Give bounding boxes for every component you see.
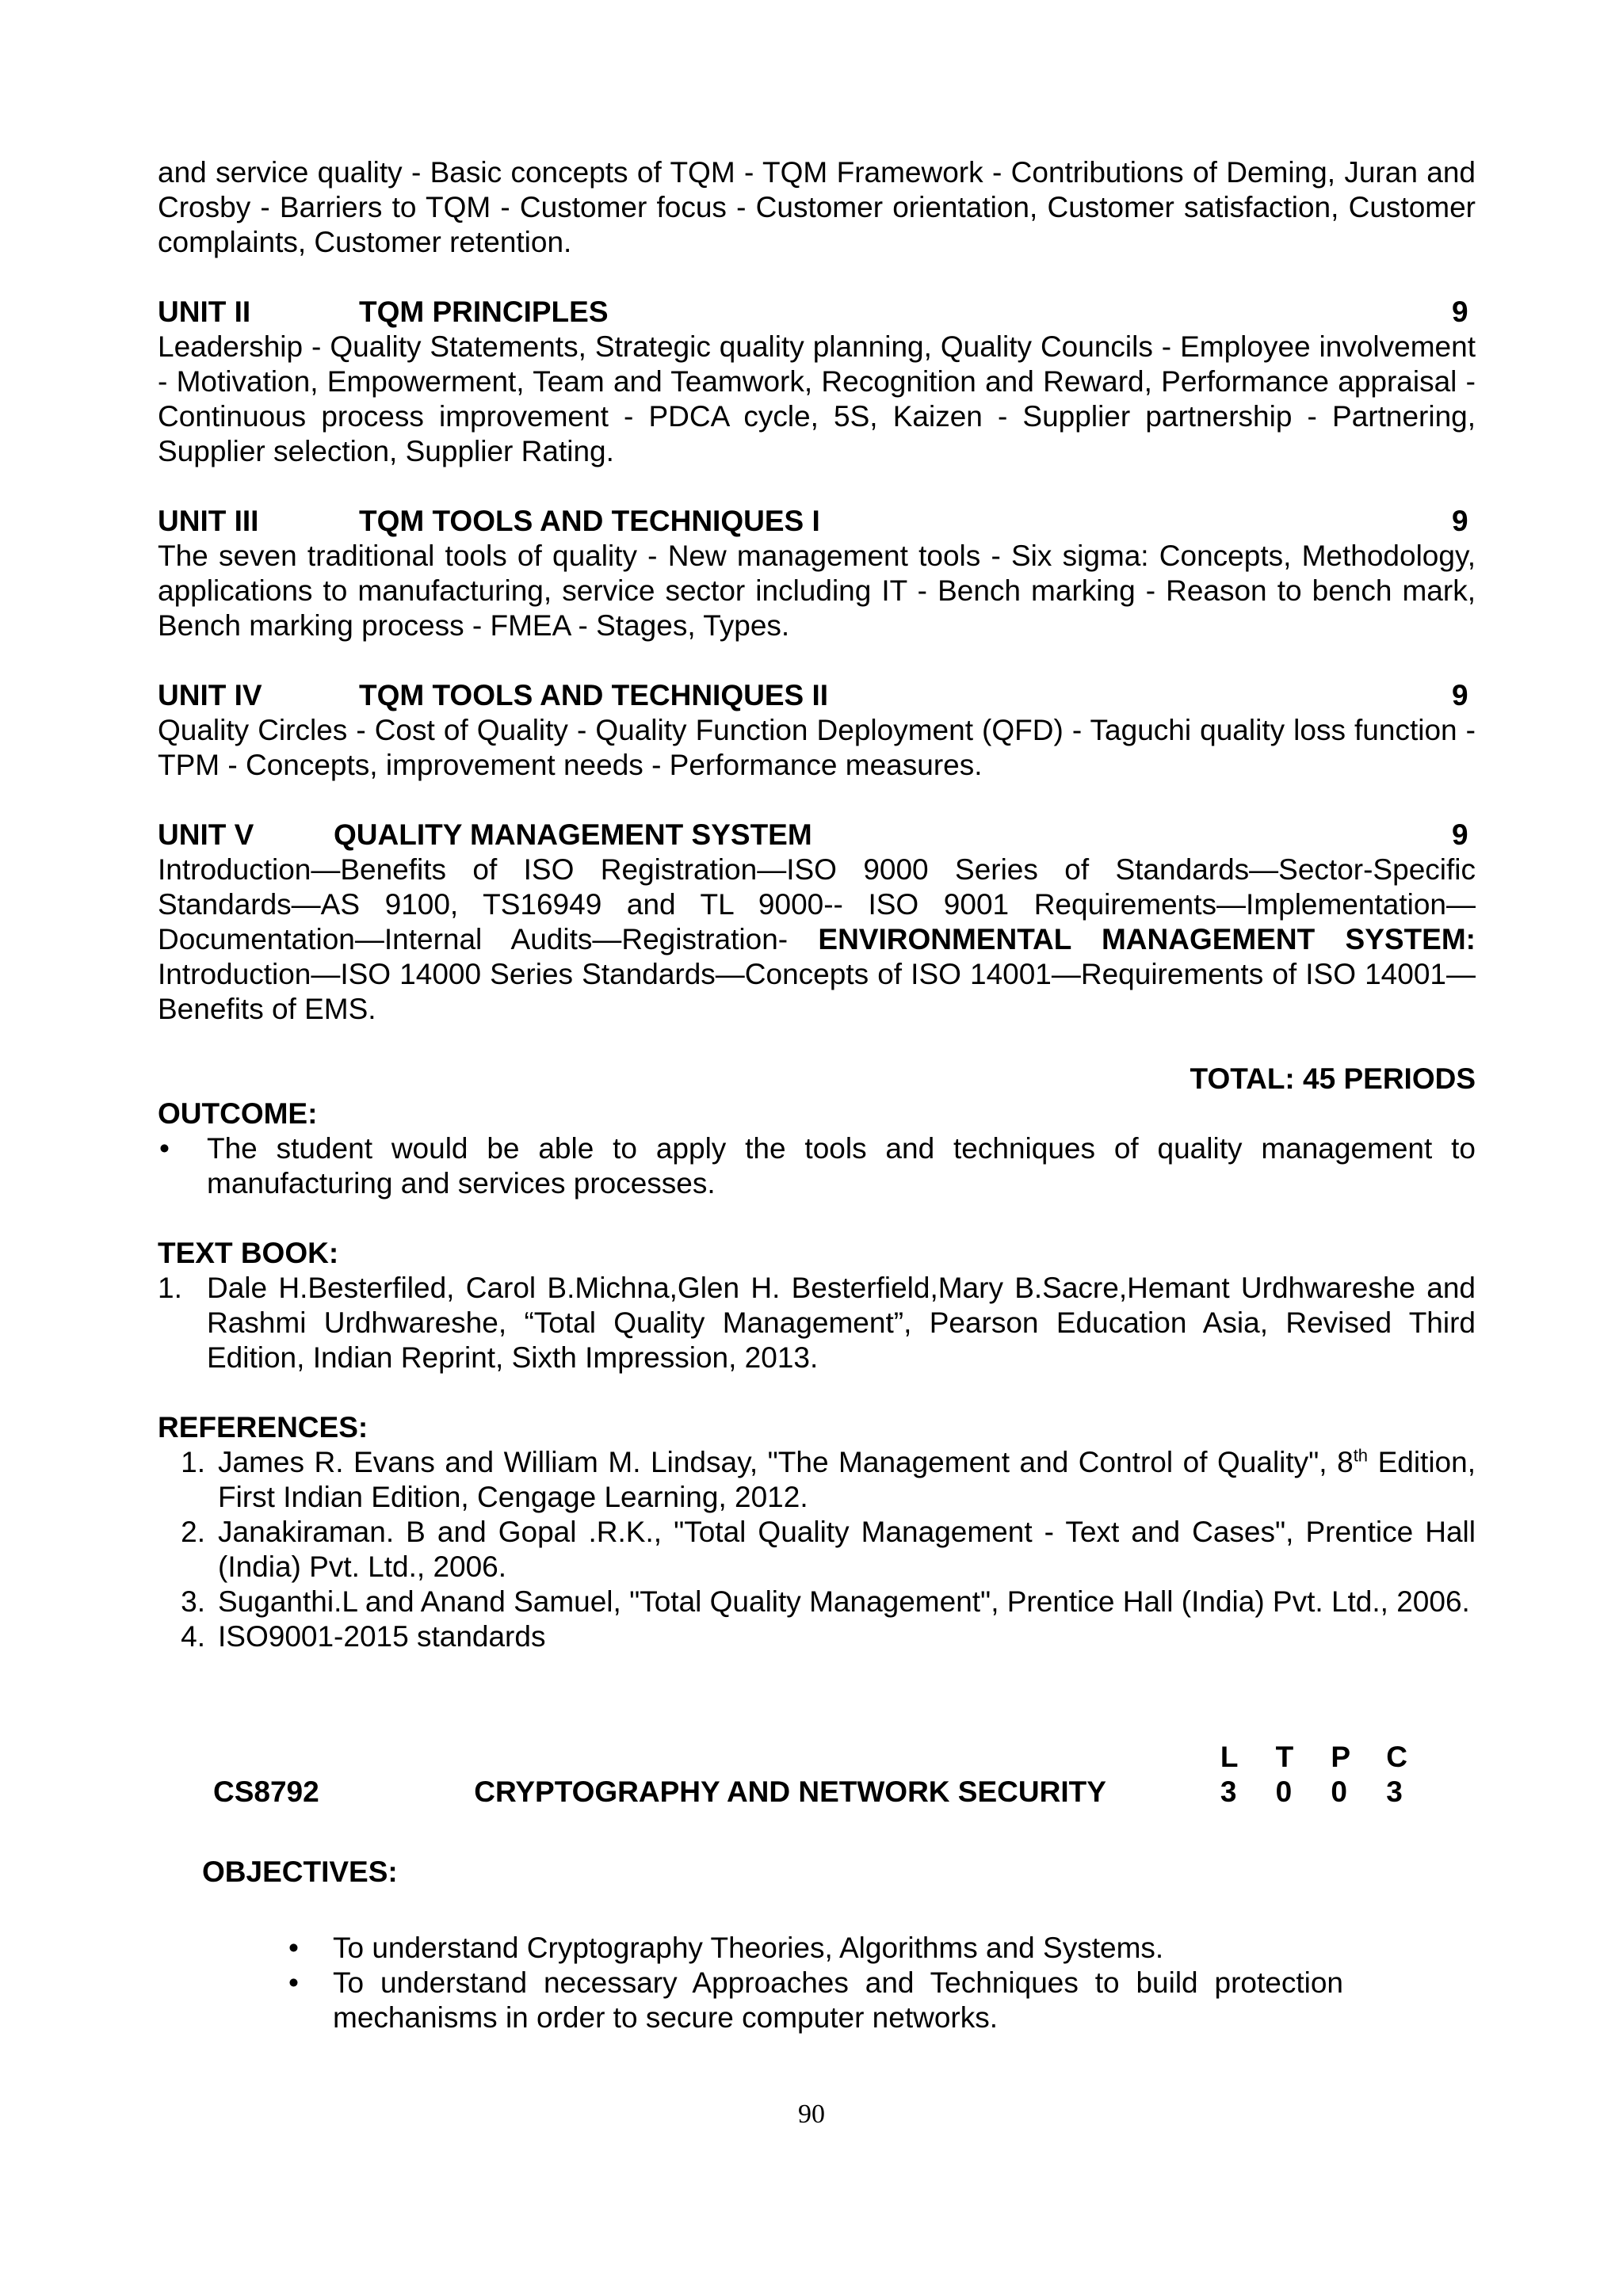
- item-text: Dale H.Besterfiled, Carol B.Michna,Glen H. Besterfield,Mary B.Sacre,Hemant Urdhwareshe and Rashmi Urdhwareshe, “Total Quality Management”, Pearson Education Asia, Revised Third Edition, Indian Reprint, Sixth Impression, 2013.: [207, 1272, 1476, 1374]
- unit-heading: [158, 504, 1476, 539]
- item-number: 3.: [181, 1585, 205, 1618]
- document-page: [158, 155, 1476, 1654]
- item-text-part: Edition, First Indian Edition, Cengage Learning, 2012.: [218, 1446, 1476, 1513]
- unit-hours: 9: [1452, 679, 1468, 711]
- unit-body: The seven traditional tools of quality - New management tools - Six sigma: Concepts, Methodology, applications to manufacturing, service sector including IT - Bench marking - Reason to bench mark, Bench marking process - FMEA - Stages, Types.: [158, 540, 1476, 642]
- unit-4: [158, 678, 1476, 783]
- outcome-list: [158, 1131, 1476, 1201]
- course-header: [213, 1740, 1442, 1810]
- unit-number: UNIT V: [158, 818, 254, 851]
- ltpc-value: 3: [1386, 1775, 1403, 1808]
- unit-body-text: Introduction—ISO 14000 Series Standards—Concepts of ISO 14001—Requirements of ISO 14001—Benefits of EMS.: [158, 958, 1476, 1025]
- references-heading: REFERENCES:: [158, 1411, 369, 1444]
- outcome-heading: OUTCOME:: [158, 1097, 318, 1130]
- unit-heading: [158, 678, 1476, 713]
- unit-title: TQM TOOLS AND TECHNIQUES I: [359, 505, 820, 537]
- unit-number: UNIT IV: [158, 679, 262, 711]
- unit-title: TQM TOOLS AND TECHNIQUES II: [359, 679, 829, 711]
- objectives-section: [202, 1855, 1343, 2035]
- item-number: 1.: [158, 1272, 182, 1304]
- unit-hours: 9: [1452, 296, 1468, 328]
- unit-3: [158, 504, 1476, 643]
- ltpc-label: P: [1331, 1741, 1351, 1773]
- references-section: [158, 1410, 1476, 1654]
- ems-heading: ENVIRONMENTAL MANAGEMENT SYSTEM:: [818, 923, 1476, 955]
- unit-number: UNIT III: [158, 505, 259, 537]
- text-book-list: [158, 1271, 1476, 1375]
- total-periods-block: [158, 1062, 1476, 1201]
- list-item: [158, 1515, 1476, 1585]
- list-item: [158, 1585, 1476, 1619]
- ltpc-labels-row: [213, 1740, 1442, 1775]
- list-item: • To understand necessary Approaches and Techniques to build protection mechanisms in order to secure computer networks.: [287, 1966, 1343, 2035]
- unit-hours: 9: [1452, 818, 1468, 851]
- text-book-heading: TEXT BOOK:: [158, 1237, 339, 1269]
- ltpc-value: 3: [1220, 1775, 1237, 1808]
- item-number: 1.: [181, 1446, 205, 1478]
- item-text: Suganthi.L and Anand Samuel, "Total Quality Management", Prentice Hall (India) Pvt. Ltd., 2006.: [218, 1585, 1470, 1618]
- unit-body: Leadership - Quality Statements, Strategic quality planning, Quality Councils - Employee involvement - Motivation, Empowerment, Team and Teamwork, Recognition and Reward, Performance appraisal - Continuous process improvement - PDCA cycle, 5S, Kaizen - Supplier partnership - Partnering, Supplier selection, Supplier Rating.: [158, 330, 1476, 467]
- list-item: [158, 1619, 1476, 1654]
- unit-hours: 9: [1452, 505, 1468, 537]
- unit-title: TQM PRINCIPLES: [359, 296, 609, 328]
- intro-paragraph: and service quality - Basic concepts of TQM - TQM Framework - Contributions of Deming, Juran and Crosby - Barriers to TQM - Customer focus - Customer orientation, Customer satisfaction, Customer complaints, Customer retention.: [158, 156, 1476, 258]
- ltpc-label: T: [1275, 1741, 1294, 1773]
- total-periods: TOTAL: 45 PERIODS: [1190, 1062, 1476, 1095]
- ltpc-value: 0: [1331, 1775, 1347, 1808]
- unit-number: UNIT II: [158, 296, 251, 328]
- ltpc-label: L: [1220, 1741, 1239, 1773]
- item-number: 2.: [181, 1516, 205, 1548]
- unit-5: [158, 818, 1476, 1027]
- ltpc-value: 0: [1275, 1775, 1293, 1808]
- unit-2: [158, 295, 1476, 469]
- item-text: ISO9001-2015 standards: [218, 1620, 546, 1653]
- unit-body: Quality Circles - Cost of Quality - Quality Function Deployment (QFD) - Taguchi quality loss function - TPM - Concepts, improvement needs - Performance measures.: [158, 714, 1476, 781]
- item-text-part: James R. Evans and William M. Lindsay, "The Management and Control of Quality", 8: [218, 1446, 1354, 1478]
- ltpc-label: C: [1386, 1741, 1407, 1773]
- list-item: [158, 1271, 1476, 1375]
- list-item: • The student would be able to apply the tools and techniques of quality management to manufacturing and services processes.: [158, 1131, 1476, 1201]
- list-item: • To understand Cryptography Theories, Algorithms and Systems.: [287, 1931, 1343, 1966]
- course-row: [213, 1775, 1442, 1810]
- references-list: [158, 1445, 1476, 1654]
- objectives-heading: OBJECTIVES:: [202, 1855, 398, 1888]
- unit-body: [158, 852, 1476, 1027]
- unit-heading: [158, 295, 1476, 330]
- item-text: [218, 1445, 1476, 1515]
- list-item: [158, 1445, 1476, 1515]
- text-book-section: [158, 1236, 1476, 1375]
- course-title: CRYPTOGRAPHY AND NETWORK SECURITY: [474, 1775, 1106, 1808]
- item-text: Janakiraman. B and Gopal .R.K., "Total Quality Management - Text and Cases", Prentice Hall (India) Pvt. Ltd., 2006.: [218, 1516, 1476, 1583]
- unit-heading: [158, 818, 1476, 852]
- course-code: CS8792: [213, 1775, 319, 1808]
- unit-body-text: Introduction—Benefits of ISO Registration—ISO 9000 Series of Standards—Sector-Specific Standards—AS 9100, TS16949 and TL 9000-- ISO 9001 Requirements—Implementation—Documentation—Internal Audits—Registration-: [158, 853, 1476, 955]
- item-number: 4.: [181, 1620, 205, 1653]
- unit-title: QUALITY MANAGEMENT SYSTEM: [334, 818, 812, 851]
- objectives-list: [287, 1931, 1343, 2035]
- superscript: th: [1353, 1445, 1369, 1466]
- page-number: 90: [798, 2100, 825, 2129]
